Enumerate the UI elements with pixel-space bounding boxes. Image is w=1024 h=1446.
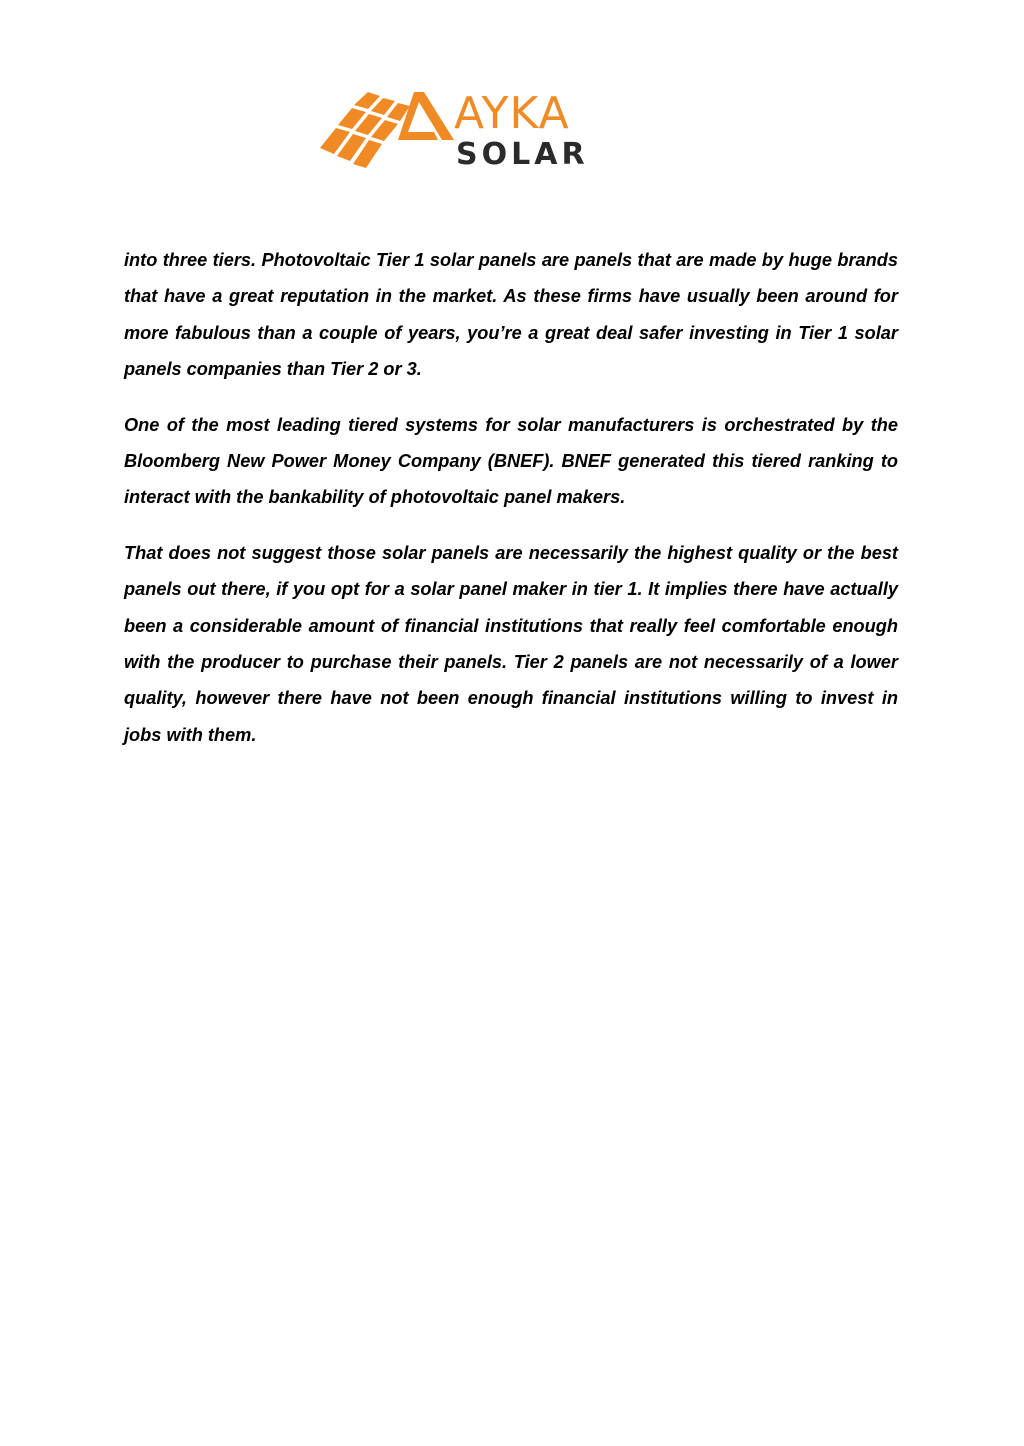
document-body (124, 242, 898, 772)
ayka-solar-logo (316, 88, 626, 172)
solar-panel-grid (320, 92, 410, 168)
paragraph-3: That does not suggest those solar panels are necessarily the highest quality or the best panels out there, if you opt for a solar panel maker in tier 1. It implies there have actually been a considerable amount of financial institutions that really feel comfortable enough with the producer to purchase their panels. Tier 2 panels are not necessarily of a lower quality, however there have not been enough financial institutions willing to invest in jobs with them. (124, 542, 898, 745)
roof-a-shape (398, 92, 454, 140)
paragraph-2: One of the most leading tiered systems for solar manufacturers is orchestrated by the Bloomberg New Power Money Company (BNEF). BNEF generated this tiered ranking to interact with the bankability of photovoltaic panel makers. (124, 414, 898, 508)
brand-bottom-text: SOLAR (456, 137, 589, 172)
brand-top-text: AYKA (454, 88, 570, 139)
paragraph-1: into three tiers. Photovoltaic Tier 1 solar panels are panels that are made by huge brands that have a great reputation in the market. As these firms have usually been around for more fabulous than a couple of years, you’re a great deal safer investing in Tier 1 solar panels companies than Tier 2 or 3. (124, 250, 898, 380)
solar-panel-roof-icon (316, 88, 626, 172)
